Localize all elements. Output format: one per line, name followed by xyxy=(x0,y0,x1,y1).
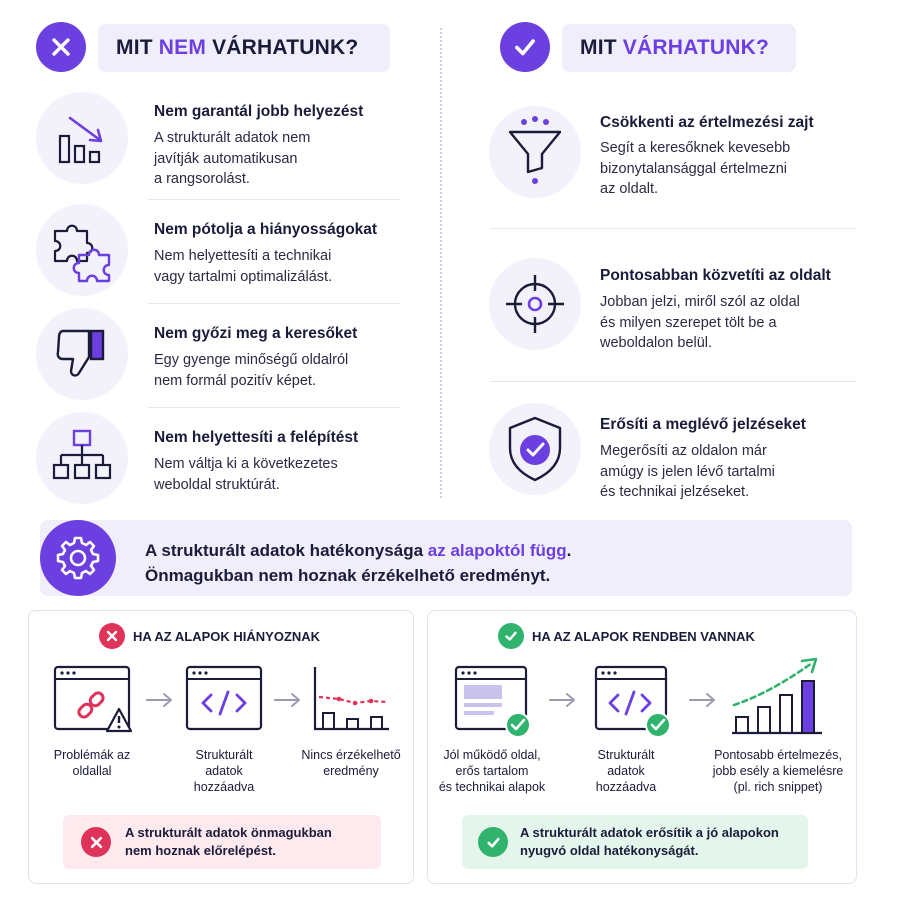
banner-line-1: A strukturált adatok hatékonysága az alapoktól függ. xyxy=(145,541,572,560)
arrow-right-icon xyxy=(548,691,578,709)
panel-missing-foundations xyxy=(28,610,414,884)
check-icon xyxy=(504,629,518,643)
left-separator-1 xyxy=(148,199,400,200)
shield-check-icon xyxy=(502,414,568,484)
panel-right-footer xyxy=(462,815,808,869)
left-separator-2 xyxy=(148,303,400,304)
banner-gear-badge xyxy=(40,520,116,596)
funnel-icon xyxy=(502,114,568,190)
checked-page-browser-icon xyxy=(454,665,536,739)
left-item-4-title: Nem helyettesíti a felépítést xyxy=(154,429,359,446)
panel-left-footer-x-badge xyxy=(81,827,111,857)
broken-link-browser-icon xyxy=(53,665,135,737)
panel-left-step-1-label: Problémák az oldallal xyxy=(53,748,131,778)
code-browser-icon xyxy=(185,665,263,733)
left-item-4-icon-bg xyxy=(36,412,128,504)
x-icon xyxy=(49,35,73,59)
panel-right-step-1-label: Jól működő oldal, erős tartalom és technikai alapok xyxy=(438,748,546,794)
declining-bar-chart-icon xyxy=(50,106,114,170)
arrow-right-icon xyxy=(145,691,175,709)
crosshair-target-icon xyxy=(502,271,568,337)
check-icon xyxy=(512,34,538,60)
right-item-2-desc: Jobban jelzi, miről szól az oldal és milyen szerepet tölt be a weboldalon belül. xyxy=(600,294,800,351)
right-item-2-title: Pontosabban közvetíti az oldalt xyxy=(600,267,831,284)
left-item-3-icon-bg xyxy=(36,308,128,400)
puzzle-pieces-icon xyxy=(47,215,117,285)
left-item-1-title: Nem garantál jobb helyezést xyxy=(154,103,364,120)
panel-left-footer xyxy=(63,815,381,869)
arrow-right-icon xyxy=(273,691,303,709)
right-item-3-desc: Megerősíti az oldalon már amúgy is jelen lévő tartalmi és technikai jelzéseket. xyxy=(600,443,775,500)
arrow-right-icon xyxy=(688,691,718,709)
left-item-1-icon-bg xyxy=(36,92,128,184)
x-icon xyxy=(106,630,118,642)
left-item-4-desc: Nem váltja ki a következetes weboldal struktúrát. xyxy=(154,456,338,493)
panel-left-step-3-label: Nincs érzékelhető eredmény xyxy=(301,748,401,778)
banner-line-2: Önmagukban nem hoznak érzékelhető eredményt. xyxy=(145,566,551,585)
left-item-3-desc: Egy gyenge minőségű oldalról nem formál pozitív képet. xyxy=(154,352,349,389)
left-header-accent: NEM xyxy=(158,36,207,59)
right-item-2-icon-bg xyxy=(489,258,581,350)
panel-left-x-badge xyxy=(99,623,125,649)
sitemap-icon xyxy=(49,425,115,491)
growth-bar-chart-icon xyxy=(728,655,824,737)
gear-icon xyxy=(56,536,100,580)
panel-solid-foundations xyxy=(427,610,857,884)
flat-bar-chart-icon xyxy=(309,663,391,735)
check-icon xyxy=(486,835,501,850)
right-separator-2 xyxy=(490,381,856,382)
panel-right-check-badge xyxy=(498,623,524,649)
checked-code-browser-icon xyxy=(594,665,676,739)
column-divider xyxy=(440,28,442,498)
left-item-2-icon-bg xyxy=(36,204,128,296)
panel-right-footer-check-badge xyxy=(478,827,508,857)
right-item-1-desc: Segít a keresőknek kevesebb bizonytalansággal értelmezni az oldalt. xyxy=(600,140,791,197)
left-separator-3 xyxy=(148,407,400,408)
left-item-2-title: Nem pótolja a hiányosságokat xyxy=(154,221,378,238)
x-icon xyxy=(90,836,103,849)
right-header-title: MIT VÁRHATUNK? xyxy=(562,24,796,72)
panel-left-step-2-label: Strukturált adatok hozzáadva xyxy=(193,748,255,794)
right-header-accent: VÁRHATUNK? xyxy=(622,36,770,59)
x-header-badge xyxy=(36,22,86,72)
banner-accent: az alapoktól függ xyxy=(427,541,567,560)
panel-right-step-2-label: Strukturált adatok hozzáadva xyxy=(595,748,657,794)
panel-left-title: HA AZ ALAPOK HIÁNYOZNAK xyxy=(133,629,321,644)
left-item-2-desc: Nem helyettesíti a technikai vagy tartalmi optimalizálást. xyxy=(154,248,333,285)
right-item-1-title: Csökkenti az értelmezési zajt xyxy=(600,114,814,131)
left-item-3-title: Nem győzi meg a keresőket xyxy=(154,325,358,342)
left-header-title: MIT NEM VÁRHATUNK? xyxy=(98,24,390,72)
panel-right-footer-text: A strukturált adatok erősítik a jó alapokon nyugvó oldal hatékonyságát. xyxy=(520,825,779,858)
right-item-3-icon-bg xyxy=(489,403,581,495)
right-item-3-title: Erősíti a meglévő jelzéseket xyxy=(600,416,806,433)
panel-left-footer-text: A strukturált adatok önmagukban nem hoznak előrelépést. xyxy=(125,825,332,858)
thumbs-down-icon xyxy=(49,321,115,387)
panel-right-step-3-label: Pontosabb értelmezés, jobb esély a kiemelésre (pl. rich snippet) xyxy=(712,748,844,794)
panel-right-title: HA AZ ALAPOK RENDBEN VANNAK xyxy=(532,629,755,644)
right-item-1-icon-bg xyxy=(489,106,581,198)
check-header-badge xyxy=(500,22,550,72)
left-item-1-desc: A strukturált adatok nem javítják automatikusan a rangsorolást. xyxy=(154,130,311,187)
right-separator-1 xyxy=(490,228,856,229)
